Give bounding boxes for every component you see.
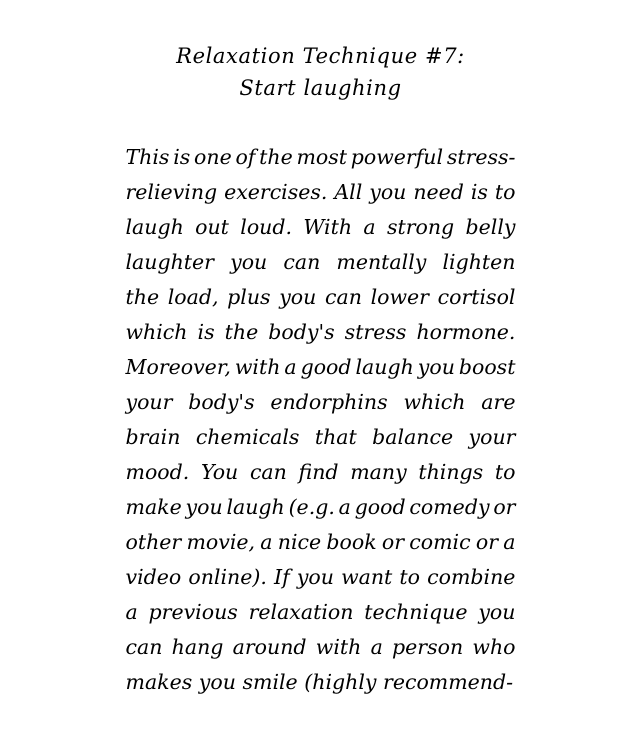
body-line: makes you smile (highly recommend- <box>125 670 514 694</box>
body-line: brain chemicals that balance your <box>125 425 516 449</box>
body-line: make you laugh (e.g. a good comedy or <box>125 495 516 519</box>
body-line: the load, plus you can lower cortisol <box>125 285 516 309</box>
body-line: which is the body's stress hormone. <box>125 320 516 344</box>
title-line-1: Relaxation Technique #7: <box>176 44 465 68</box>
body-line: a previous relaxation technique you <box>125 600 516 624</box>
body-line: mood. You can find many things to <box>125 460 516 484</box>
body-line: video online). If you want to combine <box>125 565 516 589</box>
title-line-2: Start laughing <box>239 76 402 100</box>
body-line: relieving exercises. All you need is to <box>125 180 516 204</box>
document-title <box>0 40 641 104</box>
body-line: laugh out loud. With a strong belly <box>125 215 516 239</box>
body-line: can hang around with a person who <box>125 635 516 659</box>
body-line: This is one of the most powerful stress- <box>125 145 516 169</box>
body-line: your body's endorphins which are <box>125 390 516 414</box>
body-line: other movie, a nice book or comic or a <box>125 530 516 554</box>
body-line: Moreover, with a good laugh you boost <box>125 355 516 379</box>
body-line: laughter you can mentally lighten <box>125 250 516 274</box>
document-body <box>126 140 516 700</box>
